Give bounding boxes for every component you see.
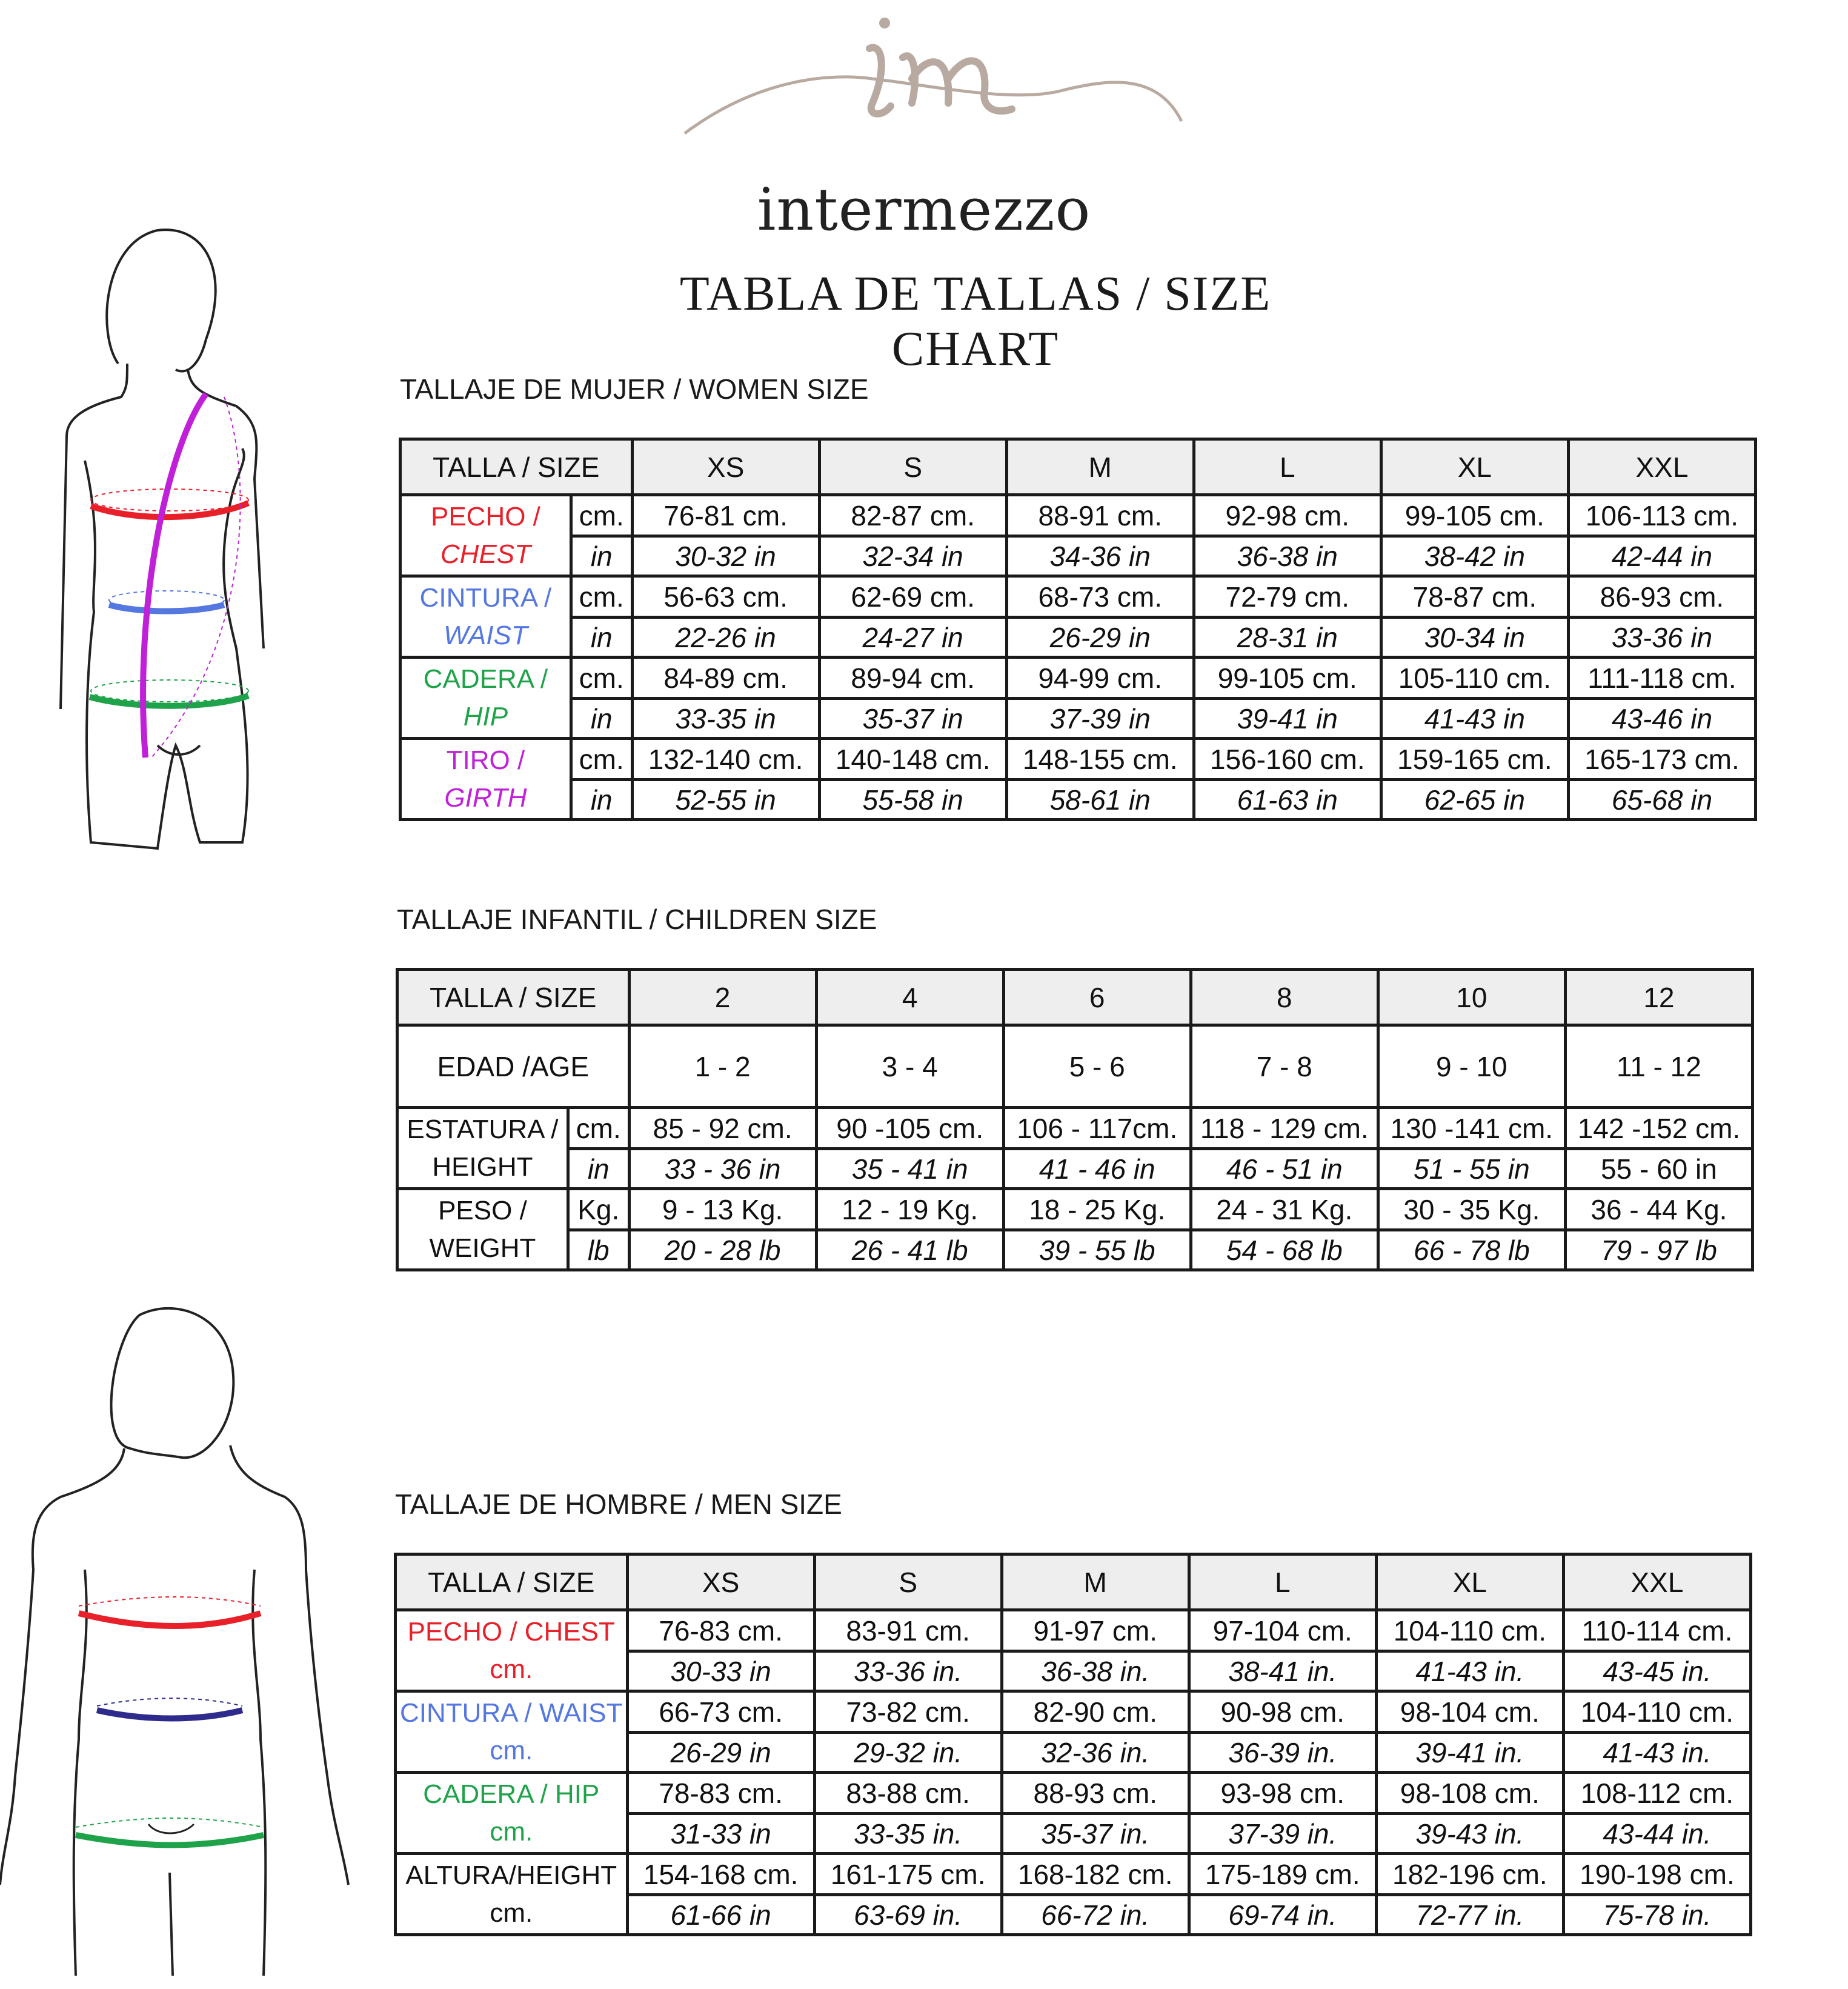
cell: 165-173 cm.	[1568, 739, 1755, 780]
cell: 76-83 cm.	[627, 1610, 814, 1651]
cell: 142 -152 cm.	[1565, 1108, 1752, 1149]
size-col-l: L	[1189, 1554, 1376, 1610]
cell: 104-110 cm.	[1376, 1610, 1563, 1651]
cell: 52-55 in	[632, 780, 819, 820]
cell: 41-43 in.	[1376, 1651, 1563, 1691]
cell: 168-182 cm.	[1002, 1854, 1189, 1895]
cell: 32-36 in.	[1002, 1733, 1189, 1773]
size-col-xl: XL	[1381, 439, 1568, 495]
cell: 148-155 cm.	[1006, 739, 1194, 780]
label-en: WAIST	[444, 620, 528, 650]
size-col-m: M	[1002, 1554, 1189, 1610]
table-row	[401, 658, 1756, 699]
cell: 26-29 in	[1006, 618, 1194, 658]
cell: 54 - 68 lb	[1191, 1230, 1378, 1270]
cell: 156-160 cm.	[1194, 739, 1381, 780]
size-col: 12	[1565, 970, 1752, 1025]
cell: 93-98 cm.	[1189, 1773, 1376, 1814]
cell: 159-165 cm.	[1381, 739, 1568, 780]
unit-in: in	[571, 618, 632, 658]
cell: 75-78 in.	[1563, 1895, 1750, 1935]
chest-label	[396, 1610, 628, 1691]
cell: 161-175 cm.	[814, 1854, 1002, 1895]
cell: 18 - 25 Kg.	[1003, 1189, 1191, 1230]
label-es: CINTURA /	[419, 582, 552, 613]
unit-in: in	[571, 780, 632, 820]
cell: 175-189 cm.	[1189, 1854, 1376, 1895]
size-col: 4	[816, 970, 1003, 1025]
unit-kg: Kg.	[568, 1189, 629, 1230]
table-row	[397, 1108, 1753, 1149]
cell: 55-58 in	[819, 780, 1006, 820]
cell: 140-148 cm.	[819, 739, 1006, 780]
brand-name: intermezzo	[757, 176, 1091, 244]
cell: 5 - 6	[1003, 1025, 1191, 1108]
cell: 24 - 31 Kg.	[1191, 1189, 1378, 1230]
brand-monogram-logo	[673, 6, 1188, 139]
table-row	[401, 780, 1756, 820]
cell: 9 - 13 Kg.	[629, 1189, 816, 1230]
men-section-heading: TALLAJE DE HOMBRE / MEN SIZE	[395, 1488, 842, 1520]
unit-cm: cm.	[490, 1897, 533, 1928]
cell: 3 - 4	[816, 1025, 1003, 1108]
cell: 62-65 in	[1381, 780, 1568, 820]
size-col: 10	[1378, 970, 1565, 1025]
page-title: TABLA DE TALLAS / SIZE CHART	[679, 267, 1272, 376]
cell: 106 - 117cm.	[1003, 1108, 1191, 1149]
cell: 182-196 cm.	[1376, 1854, 1563, 1895]
cell: 35-37 in	[819, 699, 1006, 739]
cell: 63-69 in.	[814, 1895, 1002, 1935]
cell: 26 - 41 lb	[816, 1230, 1003, 1270]
unit-in: in	[571, 699, 632, 739]
unit-cm: cm.	[490, 1654, 533, 1684]
cell: 28-31 in	[1194, 618, 1381, 658]
cell: 30 - 35 Kg.	[1378, 1189, 1565, 1230]
cell: 88-91 cm.	[1006, 495, 1194, 536]
cell: 37-39 in	[1006, 699, 1194, 739]
size-header: TALLA / SIZE	[401, 439, 633, 495]
label: PECHO / CHEST	[407, 1616, 615, 1647]
label-en: HEIGHT	[432, 1151, 533, 1182]
cell: 62-69 cm.	[819, 576, 1006, 618]
label: CINTURA / WAIST	[400, 1697, 623, 1728]
cell: 82-87 cm.	[819, 495, 1006, 536]
cell: 91-97 cm.	[1002, 1610, 1189, 1651]
table-row	[396, 1610, 1751, 1651]
girth-label	[401, 739, 571, 820]
size-col-m: M	[1006, 439, 1194, 495]
cell: 154-168 cm.	[627, 1854, 814, 1895]
cell: 33-35 in	[632, 699, 819, 739]
cell: 66-73 cm.	[627, 1691, 814, 1733]
cell: 84-89 cm.	[632, 658, 819, 699]
table-row	[396, 1691, 1751, 1733]
size-col-xs: XS	[627, 1554, 814, 1610]
size-col: 2	[629, 970, 816, 1025]
cell: 33 - 36 in	[629, 1149, 816, 1189]
size-col-s: S	[814, 1554, 1002, 1610]
cell: 38-42 in	[1381, 536, 1568, 576]
cell: 98-108 cm.	[1376, 1773, 1563, 1814]
label: ALTURA/HEIGHT	[405, 1860, 617, 1890]
unit-cm: cm.	[571, 576, 632, 618]
weight-label	[397, 1189, 568, 1270]
cell: 90-98 cm.	[1189, 1691, 1376, 1733]
size-col-xxl: XXL	[1563, 1554, 1750, 1610]
cell: 79 - 97 lb	[1565, 1230, 1752, 1270]
chest-label	[401, 495, 571, 576]
table-row	[396, 1773, 1751, 1814]
cell: 65-68 in	[1568, 780, 1755, 820]
cell: 61-63 in	[1194, 780, 1381, 820]
table-row	[397, 1149, 1753, 1189]
cell: 31-33 in	[627, 1814, 814, 1854]
cell: 36-38 in.	[1002, 1651, 1189, 1691]
label-en: HIP	[463, 701, 508, 731]
cell: 94-99 cm.	[1006, 658, 1194, 699]
cell: 88-93 cm.	[1002, 1773, 1189, 1814]
waist-label	[401, 576, 571, 658]
unit-in: in	[568, 1149, 629, 1189]
cell: 12 - 19 Kg.	[816, 1189, 1003, 1230]
cell: 39-43 in.	[1376, 1814, 1563, 1854]
label-es: CADERA /	[423, 664, 548, 694]
cell: 41-43 in	[1381, 699, 1568, 739]
cell: 22-26 in	[632, 618, 819, 658]
unit-cm: cm.	[571, 739, 632, 780]
label-es: TIRO /	[446, 745, 525, 775]
cell: 26-29 in	[627, 1733, 814, 1773]
cell: 78-83 cm.	[627, 1773, 814, 1814]
cell: 29-32 in.	[814, 1733, 1002, 1773]
women-size-table	[399, 438, 1757, 821]
men-body-figure	[0, 1303, 351, 1976]
unit-cm: cm.	[571, 658, 632, 699]
hip-label	[401, 658, 571, 739]
label-en: WEIGHT	[429, 1233, 536, 1263]
children-section-heading: TALLAJE INFANTIL / CHILDREN SIZE	[397, 904, 877, 935]
cell: 68-73 cm.	[1006, 576, 1194, 618]
cell: 69-74 in.	[1189, 1895, 1376, 1935]
cell: 51 - 55 in	[1378, 1149, 1565, 1189]
waist-label	[396, 1691, 628, 1773]
cell: 108-112 cm.	[1563, 1773, 1750, 1814]
cell: 39 - 55 lb	[1003, 1230, 1191, 1270]
size-header: TALLA / SIZE	[397, 970, 630, 1025]
cell: 33-36 in.	[814, 1651, 1002, 1691]
label-es: PESO /	[438, 1195, 527, 1225]
hip-label	[396, 1773, 628, 1854]
height-label	[396, 1854, 628, 1935]
label-es: PECHO /	[430, 501, 540, 531]
cell: 34-36 in	[1006, 536, 1194, 576]
unit-cm: cm.	[490, 1816, 533, 1847]
cell: 35 - 41 in	[816, 1149, 1003, 1189]
cell: 43-46 in	[1568, 699, 1755, 739]
cell: 30-33 in	[627, 1651, 814, 1691]
cell: 24-27 in	[819, 618, 1006, 658]
cell: 106-113 cm.	[1568, 495, 1755, 536]
unit-lb: lb	[568, 1230, 629, 1270]
cell: 9 - 10	[1378, 1025, 1565, 1108]
table-row	[397, 1230, 1753, 1270]
cell: 105-110 cm.	[1381, 658, 1568, 699]
cell: 43-44 in.	[1563, 1814, 1750, 1854]
cell: 73-82 cm.	[814, 1691, 1002, 1733]
cell: 36-39 in.	[1189, 1733, 1376, 1773]
cell: 76-81 cm.	[632, 495, 819, 536]
unit-cm: cm.	[568, 1108, 629, 1149]
size-col: 6	[1003, 970, 1191, 1025]
cell: 66 - 78 lb	[1378, 1230, 1565, 1270]
cell: 132-140 cm.	[632, 739, 819, 780]
label: CADERA / HIP	[423, 1779, 600, 1809]
cell: 30-32 in	[632, 536, 819, 576]
cell: 55 - 60 in	[1565, 1149, 1752, 1189]
cell: 83-91 cm.	[814, 1610, 1002, 1651]
cell: 38-41 in.	[1189, 1651, 1376, 1691]
cell: 36 - 44 Kg.	[1565, 1189, 1752, 1230]
cell: 41-43 in.	[1563, 1733, 1750, 1773]
women-section-heading: TALLAJE DE MUJER / WOMEN SIZE	[400, 373, 869, 405]
table-row	[396, 1854, 1751, 1895]
unit-cm: cm.	[490, 1735, 533, 1765]
cell: 66-72 in.	[1002, 1895, 1189, 1935]
cell: 20 - 28 lb	[629, 1230, 816, 1270]
cell: 33-35 in.	[814, 1814, 1002, 1854]
size-col-xl: XL	[1376, 1554, 1563, 1610]
cell: 98-104 cm.	[1376, 1691, 1563, 1733]
children-size-table	[396, 968, 1754, 1271]
cell: 43-45 in.	[1563, 1651, 1750, 1691]
cell: 99-105 cm.	[1381, 495, 1568, 536]
size-col-xxl: XXL	[1568, 439, 1755, 495]
table-row	[397, 1189, 1753, 1230]
table-row	[401, 576, 1756, 618]
table-row	[397, 1025, 1753, 1108]
men-size-table	[394, 1553, 1752, 1936]
cell: 97-104 cm.	[1189, 1610, 1376, 1651]
size-col: 8	[1191, 970, 1378, 1025]
cell: 33-36 in	[1568, 618, 1755, 658]
cell: 86-93 cm.	[1568, 576, 1755, 618]
cell: 41 - 46 in	[1003, 1149, 1191, 1189]
size-col-l: L	[1194, 439, 1381, 495]
cell: 36-38 in	[1194, 536, 1381, 576]
cell: 58-61 in	[1006, 780, 1194, 820]
cell: 111-118 cm.	[1568, 658, 1755, 699]
cell: 85 - 92 cm.	[629, 1108, 816, 1149]
cell: 190-198 cm.	[1563, 1854, 1750, 1895]
table-row	[401, 618, 1756, 658]
cell: 7 - 8	[1191, 1025, 1378, 1108]
cell: 32-34 in	[819, 536, 1006, 576]
cell: 90 -105 cm.	[816, 1108, 1003, 1149]
size-col-s: S	[819, 439, 1006, 495]
table-row	[401, 536, 1756, 576]
size-header: TALLA / SIZE	[396, 1554, 628, 1610]
cell: 82-90 cm.	[1002, 1691, 1189, 1733]
cell: 72-79 cm.	[1194, 576, 1381, 618]
cell: 110-114 cm.	[1563, 1610, 1750, 1651]
label-en: CHEST	[440, 539, 531, 569]
cell: 89-94 cm.	[819, 658, 1006, 699]
cell: 39-41 in	[1194, 699, 1381, 739]
cell: 92-98 cm.	[1194, 495, 1381, 536]
table-row	[401, 495, 1756, 536]
table-row	[401, 699, 1756, 739]
cell: 42-44 in	[1568, 536, 1755, 576]
cell: 72-77 in.	[1376, 1895, 1563, 1935]
unit-cm: cm.	[571, 495, 632, 536]
cell: 39-41 in.	[1376, 1733, 1563, 1773]
cell: 99-105 cm.	[1194, 658, 1381, 699]
cell: 11 - 12	[1565, 1025, 1752, 1108]
cell: 78-87 cm.	[1381, 576, 1568, 618]
cell: 61-66 in	[627, 1895, 814, 1935]
cell: 30-34 in	[1381, 618, 1568, 658]
cell: 130 -141 cm.	[1378, 1108, 1565, 1149]
height-label	[397, 1108, 568, 1189]
cell: 104-110 cm.	[1563, 1691, 1750, 1733]
age-label: EDAD /AGE	[397, 1025, 630, 1108]
unit-in: in	[571, 536, 632, 576]
cell: 83-88 cm.	[814, 1773, 1002, 1814]
cell: 35-37 in.	[1002, 1814, 1189, 1854]
table-row	[401, 739, 1756, 780]
women-body-figure	[48, 224, 303, 861]
cell: 1 - 2	[629, 1025, 816, 1108]
cell: 56-63 cm.	[632, 576, 819, 618]
cell: 118 - 129 cm.	[1191, 1108, 1378, 1149]
size-col-xs: XS	[632, 439, 819, 495]
label-es: ESTATURA /	[407, 1114, 559, 1144]
cell: 46 - 51 in	[1191, 1149, 1378, 1189]
cell: 37-39 in.	[1189, 1814, 1376, 1854]
label-en: GIRTH	[444, 782, 527, 813]
